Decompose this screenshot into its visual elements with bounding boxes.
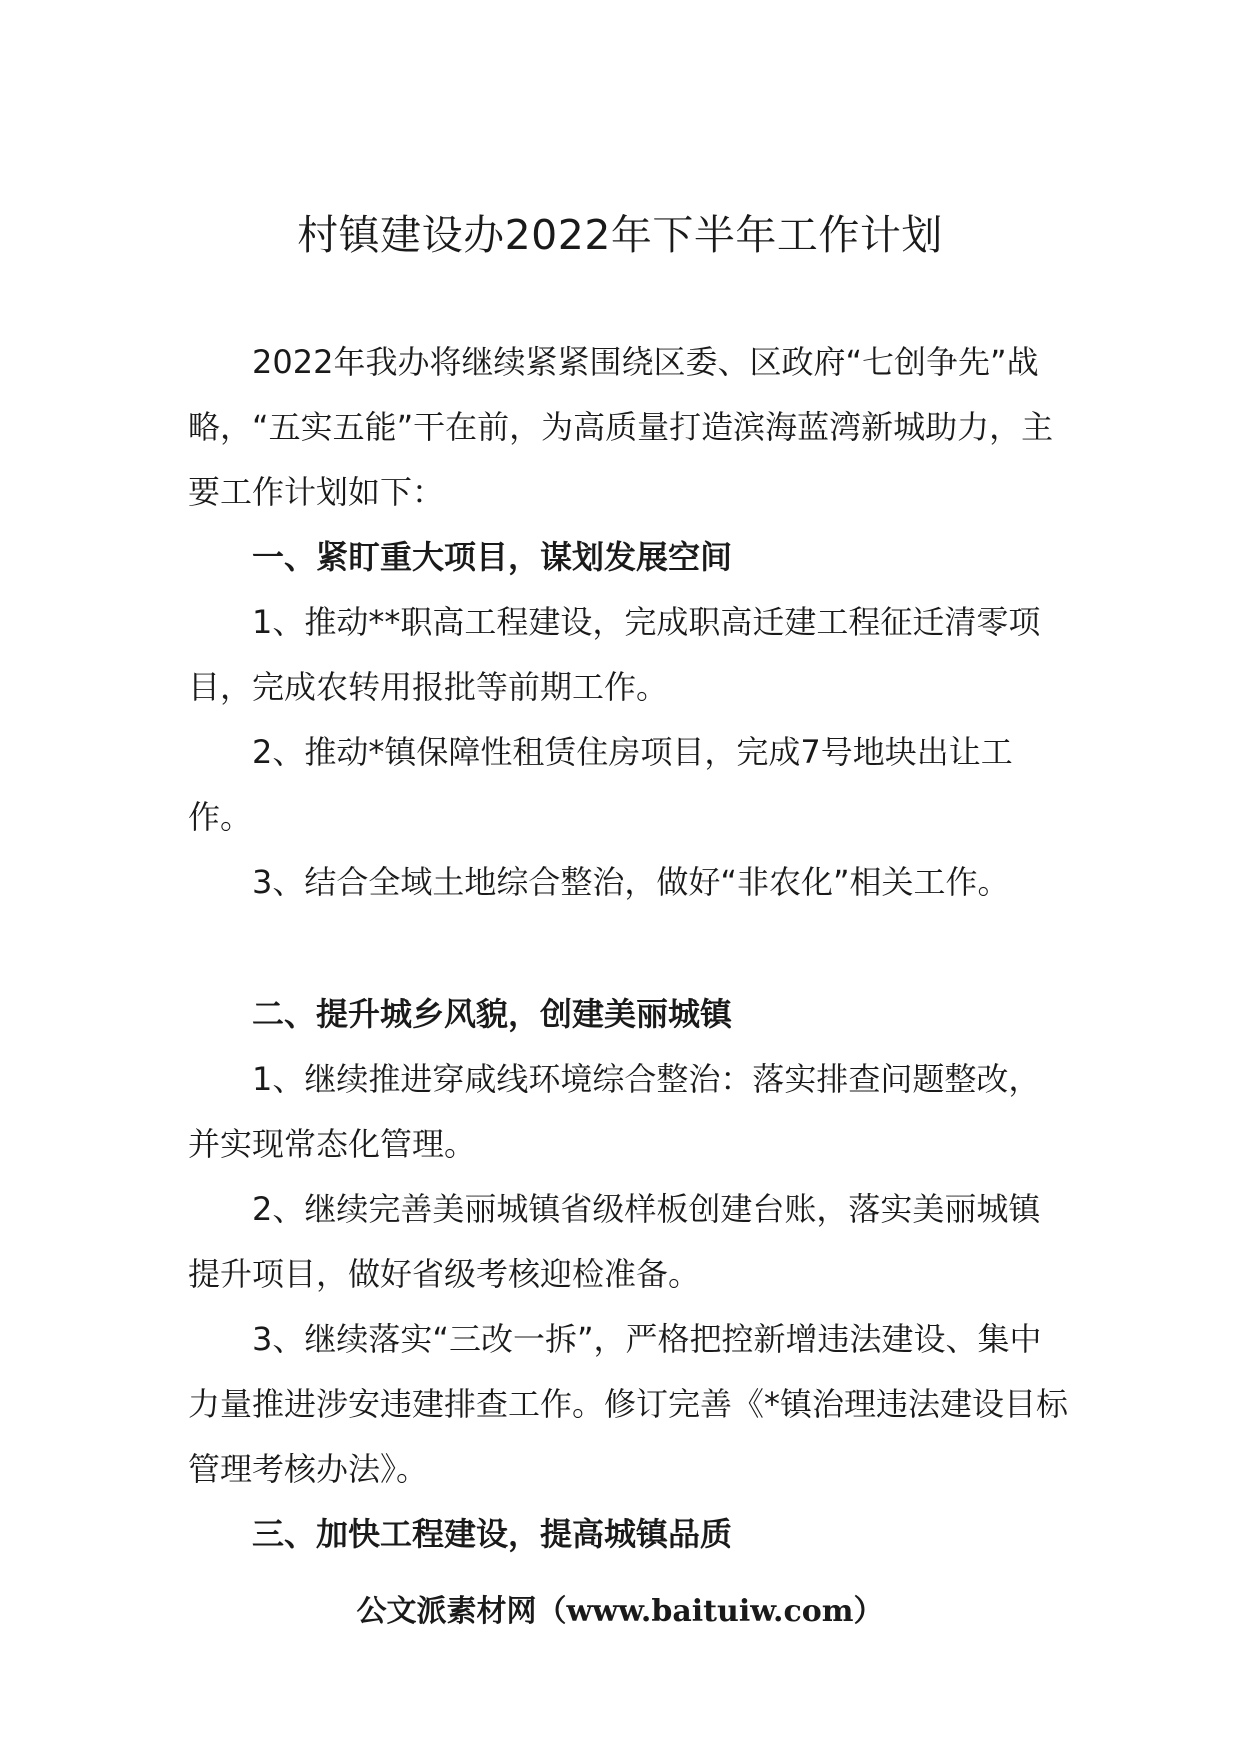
section-3-heading: 三、加快工程建设，提高城镇品质 — [252, 1515, 733, 1553]
section-1-item-1: 1、推动**职高工程建设，完成职高迁建工程征迁清零项目，完成农转用报批等前期工作。 — [188, 603, 1041, 706]
intro-paragraph: 2022年我办将继续紧紧围绕区委、区政府“七创争先”战略，“五实五能”干在前，为高质量打造滨海蓝湾新城助力，主要工作计划如下： — [188, 343, 1054, 511]
section-2-item-3: 3、继续落实“三改一拆”，严格把控新增违法建设、集中力量推进涉安违建排查工作。修订完善《*镇治理违法建设目标管理考核办法》。 — [188, 1320, 1069, 1488]
section-2-item-1: 1、继续推进穿咸线环境综合整治：落实排查问题整改，并实现常态化管理。 — [188, 1060, 1041, 1163]
footer-watermark-text: 公文派素材网（www.baituiw.com） — [356, 1594, 884, 1629]
section-1-item-2: 2、推动*镇保障性租赁住房项目，完成7号地块出让工作。 — [188, 733, 1013, 836]
section-1-item-3: 3、结合全域土地综合整治，做好“非农化”相关工作。 — [252, 863, 1010, 901]
section-2-heading: 二、提升城乡风貌，创建美丽城镇 — [252, 995, 733, 1033]
document-body-part-2 — [188, 982, 1068, 1567]
section-1-heading: 一、紧盯重大项目，谋划发展空间 — [252, 538, 733, 576]
document-title: 村镇建设办2022年下半年工作计划 — [297, 211, 943, 259]
document-body-part-1 — [188, 330, 1068, 915]
section-2-item-2: 2、继续完善美丽城镇省级样板创建台账，落实美丽城镇提升项目，做好省级考核迎检准备。 — [188, 1190, 1041, 1293]
